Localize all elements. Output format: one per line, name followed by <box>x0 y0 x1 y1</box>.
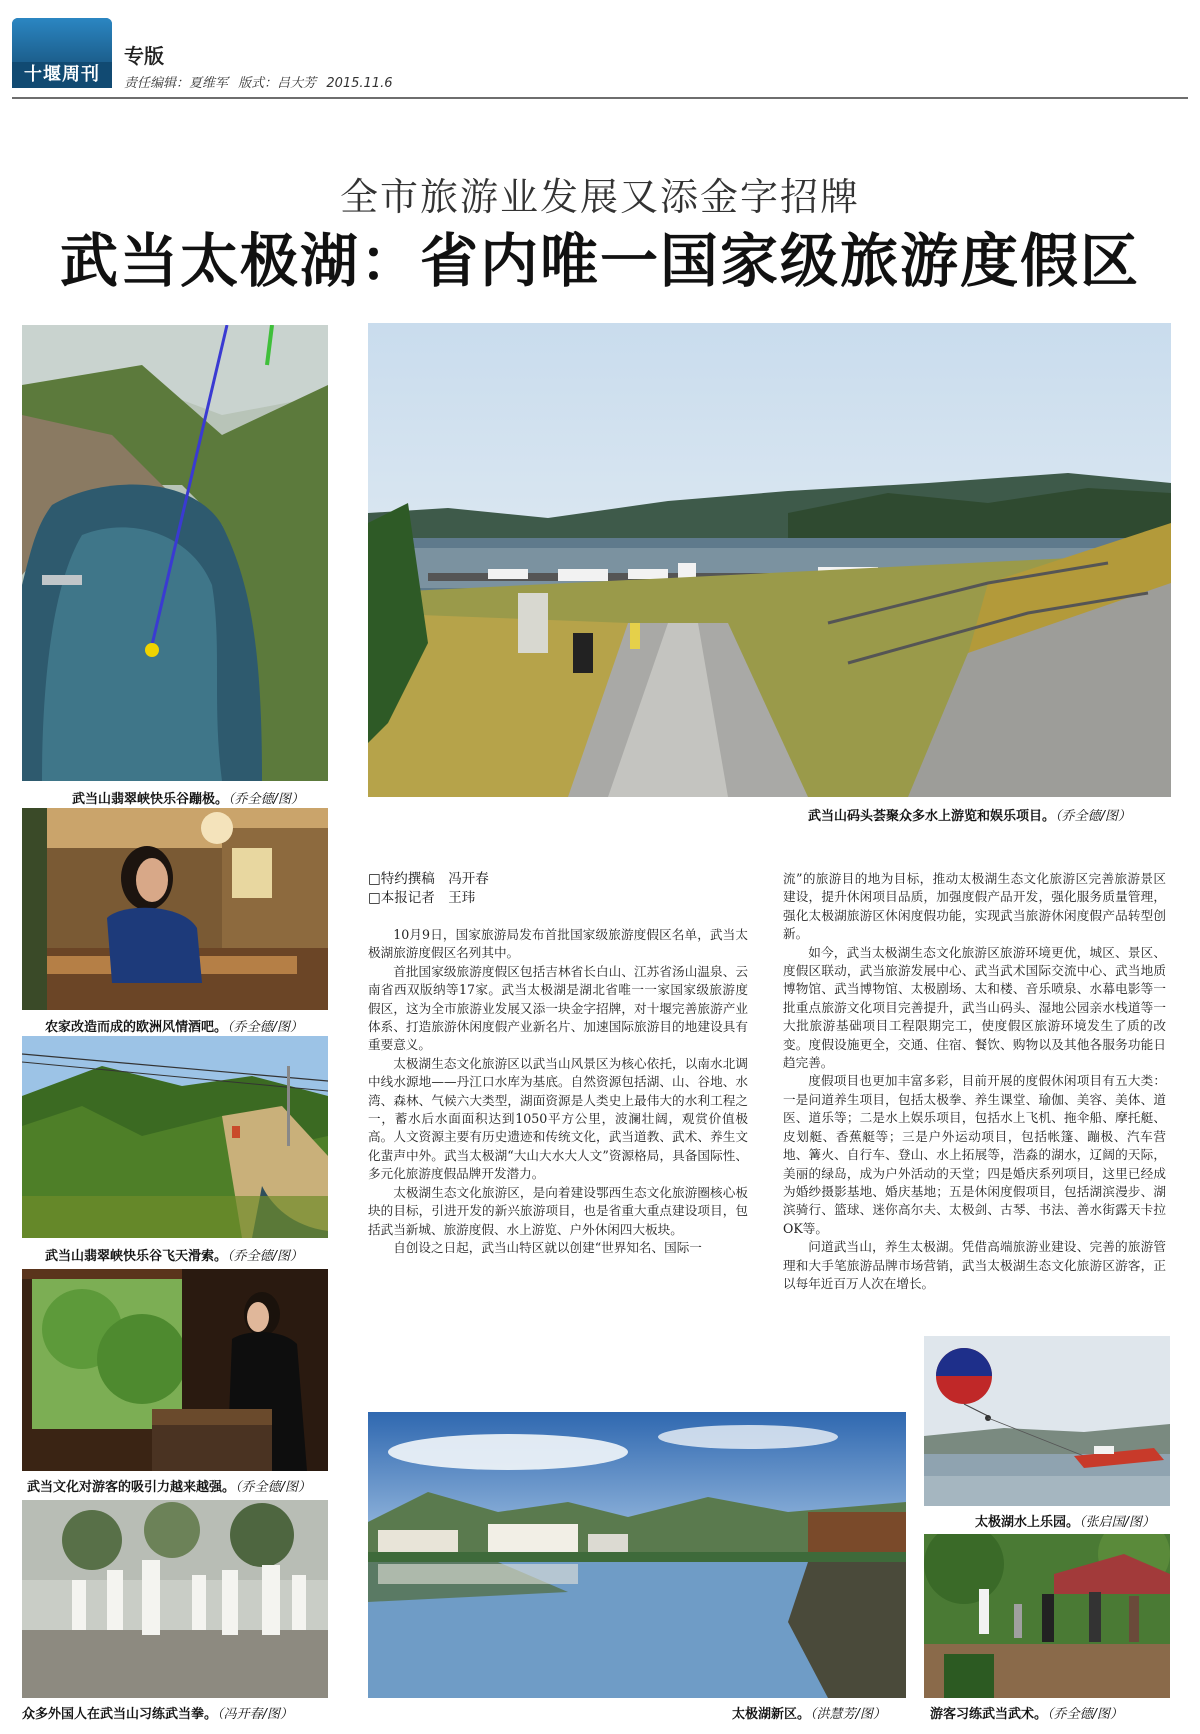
caption-taichi: 众多外国人在武当山习练武当拳。（冯开春/图） <box>22 1707 293 1722</box>
paragraph: 自创设之日起，武当山特区就以创建“世界知名、国际一 <box>393 1239 702 1255</box>
headline: 武当太极湖：省内唯一国家级旅游度假区 <box>59 227 1140 295</box>
editor-credit: 责任编辑：夏维军 <box>124 76 229 91</box>
section-label: 专版 <box>124 44 164 68</box>
caption-new-district: 太极湖新区。（洪慧芳/图） <box>732 1707 886 1722</box>
paragraph: 如今，武当太极湖生态文化旅游区旅游环境更优，城区、景区、度假区联动，武当旅游发展中心、武当武术国际交流中心、武当地质博物馆、武当博物馆、太极剧场、太和楼、音乐喷泉、水幕电影等一批重点旅游文化项目完善提升，武当山码头、湿地公园亲水栈道等一大批旅游基础项目工程限期完工，使度假区旅游环境发生了质的改变。度假设施更全，交通、住宿、餐饮、购物以及其他各服务功能日趋完善。 <box>783 944 1166 1071</box>
article-column-1 <box>368 926 748 1257</box>
paragraph: 问道武当山，养生太极湖。凭借高端旅游业建设、完善的旅游管理和大手笔旅游品牌市场营销，武当太极湖生态文化旅游区游客，正以每年近百万人次在增长。 <box>783 1239 1166 1291</box>
byline-reporter: □本报记者 王玮 <box>368 890 476 906</box>
paragraph: 10月9日，国家旅游局发布首批国家级旅游度假区名单，武当太极湖旅游度假区名列其中。 <box>368 927 748 961</box>
photo-guqin <box>22 1269 328 1471</box>
page-credits <box>124 72 398 91</box>
photo-martial-arts <box>924 1534 1170 1698</box>
caption-bar: 农家改造而成的欧洲风情酒吧。（乔全德/图） <box>45 1020 303 1035</box>
logo-text: 十堰周刊 <box>12 62 112 88</box>
article-column-2 <box>783 870 1166 1293</box>
layout-credit: 版式：吕大芳 <box>238 76 317 91</box>
paragraph: 首批国家级旅游度假区包括吉林省长白山、江苏省汤山温泉、云南省西双版纳等17家。武当太极湖是湖北省唯一一家国家级旅游度假区，这为全市旅游业发展又添一块金字招牌，对十堰完善旅游产业体系、打造旅游休闲度假产业新名片、加速国际旅游目的地建设具有重要意义。 <box>368 963 748 1053</box>
byline <box>368 870 489 908</box>
byline-writer: □特约撰稿 冯开春 <box>368 871 489 887</box>
paragraph: 度假项目也更加丰富多彩，目前开展的度假休闲项目有五大类：一是问道养生项目，包括太极拳、养生课堂、瑜伽、美容、美体、道医、道乐等；二是水上娱乐项目，包括水上飞机、拖伞船、摩托艇、皮划艇、香蕉艇等；三是户外运动项目，包括帐篷、蹦极、汽车营地、篝火、自行车、登山、水上拓展等，浩淼的湖水，辽阔的天际，美丽的绿岛，成为户外活动的天堂；四是婚庆系列项目，这里已经成为婚纱摄影基地、婚庆基地；五是休闲度假项目，包括湖滨漫步、湖滨骑行、篮球、迷你高尔夫、太极剑、古琴、书法、善水街露天卡拉OK等。 <box>783 1073 1166 1236</box>
kicker-title: 全市旅游业发展又添金字招牌 <box>339 175 860 219</box>
photo-bungee <box>22 325 328 781</box>
paragraph: 流”的旅游目的地为目标，推动太极湖生态文化旅游区完善旅游景区建设，提升休闲项目品质，加强度假产品开发，强化服务质量管理，强化太极湖旅游区休闲度假功能，实现武当旅游休闲度假产品转型创新。 <box>783 871 1166 942</box>
masthead-rule <box>12 97 1188 99</box>
photo-parasail <box>924 1336 1170 1506</box>
caption-dock: 武当山码头荟聚众多水上游览和娱乐项目。（乔全德/图） <box>808 809 1131 824</box>
newspaper-logo <box>12 18 112 88</box>
photo-dock <box>368 323 1171 797</box>
caption-bungee: 武当山翡翠峡快乐谷蹦极。（乔全德/图） <box>72 792 304 807</box>
paragraph: 太极湖生态文化旅游区，是向着建设鄂西生态文化旅游圈核心板块的目标，引进开发的新兴旅游项目，也是省重大重点建设项目，包括武当新城、旅游度假、水上游览、户外休闲四大板块。 <box>368 1184 748 1237</box>
caption-zipline: 武当山翡翠峡快乐谷飞天滑索。（乔全德/图） <box>45 1249 303 1264</box>
photo-new-district <box>368 1412 906 1698</box>
caption-guqin: 武当文化对游客的吸引力越来越强。（乔全德/图） <box>27 1480 311 1495</box>
photo-bar <box>22 808 328 1010</box>
caption-parasail: 太极湖水上乐园。（张启国/图） <box>975 1515 1155 1530</box>
issue-date: 2015.11.6 <box>326 76 393 91</box>
photo-taichi <box>22 1500 328 1698</box>
paragraph: 太极湖生态文化旅游区以武当山风景区为核心依托，以南水北调中线水源地——丹江口水库为基底。自然资源包括湖、山、谷地、水湾、森林、气候六大类型，湖面资源是人类史上最伟大的水利工程之一，蓄水后水面面积达到1050平方公里，波澜壮阔，观赏价值极高。人文资源主要有历史遗迹和传统文化，武当道教、武术、养生文化蜚声中外。武当太极湖“大山大水大人文”资源格局，具备国际性、多元化旅游度假品牌开发潜力。 <box>368 1055 748 1182</box>
caption-martial-arts: 游客习练武当武术。（乔全德/图） <box>930 1707 1123 1722</box>
photo-zipline <box>22 1036 328 1238</box>
